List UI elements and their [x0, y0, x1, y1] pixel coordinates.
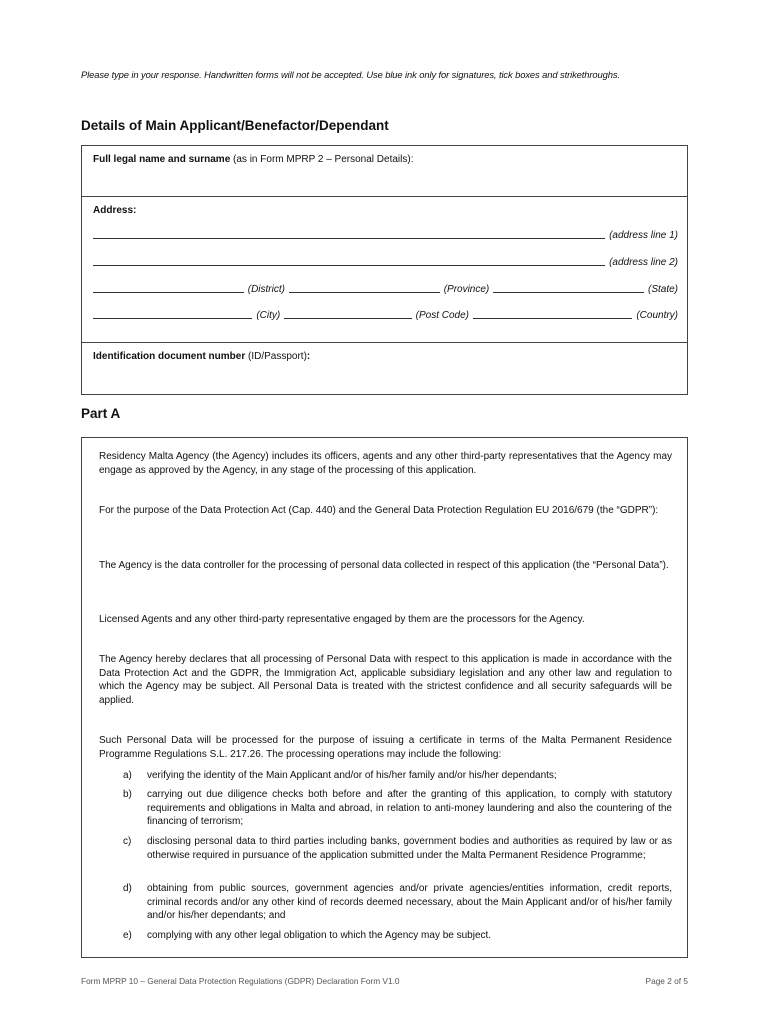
full-name-field[interactable]	[81, 145, 688, 197]
part-a-paragraph: Such Personal Data will be processed for the purpose of issuing a certificate in terms of the Malta Permanent Residence Programme Regulations S.L. 217.26. The processing operations may include the following:	[99, 735, 672, 760]
list-item-text: disclosing personal data to third parties including banks, government bodies and authorities as required by law or as otherwise required in pursuance of the application submitted under the Malta Permanent Residence Programme;	[147, 836, 672, 861]
country-label: (Country)	[636, 310, 679, 321]
list-item-text: obtaining from public sources, government agencies and/or private agencies/entities information, credit reports, criminal records and/or any other kind of records deemed necessary, about the Main Applicant and/or of his/her family and/or his/her dependants; and	[147, 883, 672, 921]
address-label: Address:	[93, 205, 137, 216]
list-item-marker: e)	[123, 930, 132, 941]
state-label: (State)	[648, 284, 679, 295]
list-item-marker: c)	[123, 836, 132, 847]
details-section-title: Details of Main Applicant/Benefactor/Dependant	[81, 118, 389, 133]
part-a-paragraph: Residency Malta Agency (the Agency) includes its officers, agents and any other third-party representatives that the Agency may engage as approved by the Agency, in any stage of the processing of this application.	[99, 451, 672, 476]
country-blank[interactable]	[473, 317, 632, 319]
list-item-marker: a)	[123, 770, 132, 781]
list-item-marker: b)	[123, 789, 132, 800]
footer-form-title: Form MPRP 10 – General Data Protection Regulations (GDPR) Declaration Form V1.0	[81, 976, 400, 986]
city-blank[interactable]	[93, 317, 252, 319]
list-item-text: verifying the identity of the Main Applicant and/or of his/her family and/or his/her dependants;	[147, 770, 557, 781]
form-instructions: Please type in your response. Handwritten forms will not be accepted. Use blue ink only for signatures, tick boxes and strikethroughs.	[81, 69, 620, 80]
full-name-label: Full legal name and surname (as in Form MPRP 2 – Personal Details):	[93, 154, 414, 165]
address-line-1-blank[interactable]	[93, 237, 605, 239]
id-document-field[interactable]	[81, 342, 688, 395]
id-document-label: Identification document number (ID/Passport):	[93, 351, 311, 362]
address-line-1[interactable]	[93, 227, 678, 241]
part-a-box	[81, 437, 688, 958]
district-blank[interactable]	[93, 291, 244, 293]
district-label: (District)	[247, 284, 285, 295]
list-item-marker: d)	[123, 883, 132, 894]
footer-page-number: Page 2 of 5	[645, 976, 688, 986]
address-line-2[interactable]	[93, 254, 678, 268]
part-a-paragraph: The Agency hereby declares that all processing of Personal Data with respect to this application is made in accordance with the Data Protection Act and the GDPR, the Immigration Act, applicable subsidiary legislation and any other law and regulation to which the Agency may be subject. All Personal Data is treated with the strictest confidence and all security safeguards will be applied.	[99, 654, 672, 706]
state-blank[interactable]	[493, 291, 644, 293]
province-label: (Province)	[443, 284, 490, 295]
province-blank[interactable]	[289, 291, 440, 293]
part-a-paragraph: The Agency is the data controller for the processing of personal data collected in respect of this application (the “Personal Data”).	[99, 560, 669, 571]
address-line-1-label: (address line 1)	[609, 230, 678, 241]
address-field-group	[81, 196, 688, 343]
part-a-paragraph: Licensed Agents and any other third-party representative engaged by them are the processors for the Agency.	[99, 614, 585, 625]
city-postcode-country-row	[93, 307, 678, 321]
list-item-text: complying with any other legal obligation to which the Agency may be subject.	[147, 930, 492, 941]
city-label: (City)	[256, 310, 281, 321]
district-province-state-row	[93, 281, 678, 295]
postcode-label: (Post Code)	[415, 310, 470, 321]
part-a-title: Part A	[81, 406, 121, 421]
part-a-paragraph: For the purpose of the Data Protection Act (Cap. 440) and the General Data Protection Regulation EU 2016/679 (the “GDPR”):	[99, 505, 659, 516]
address-line-2-blank[interactable]	[93, 264, 605, 266]
list-item-text: carrying out due diligence checks both before and after the granting of this application, to comply with statutory requirements and obligations in Malta and abroad, in relation to anti-money laundering and also the countering of the financing of terrorism;	[147, 789, 672, 827]
address-line-2-label: (address line 2)	[609, 257, 678, 268]
postcode-blank[interactable]	[284, 317, 411, 319]
